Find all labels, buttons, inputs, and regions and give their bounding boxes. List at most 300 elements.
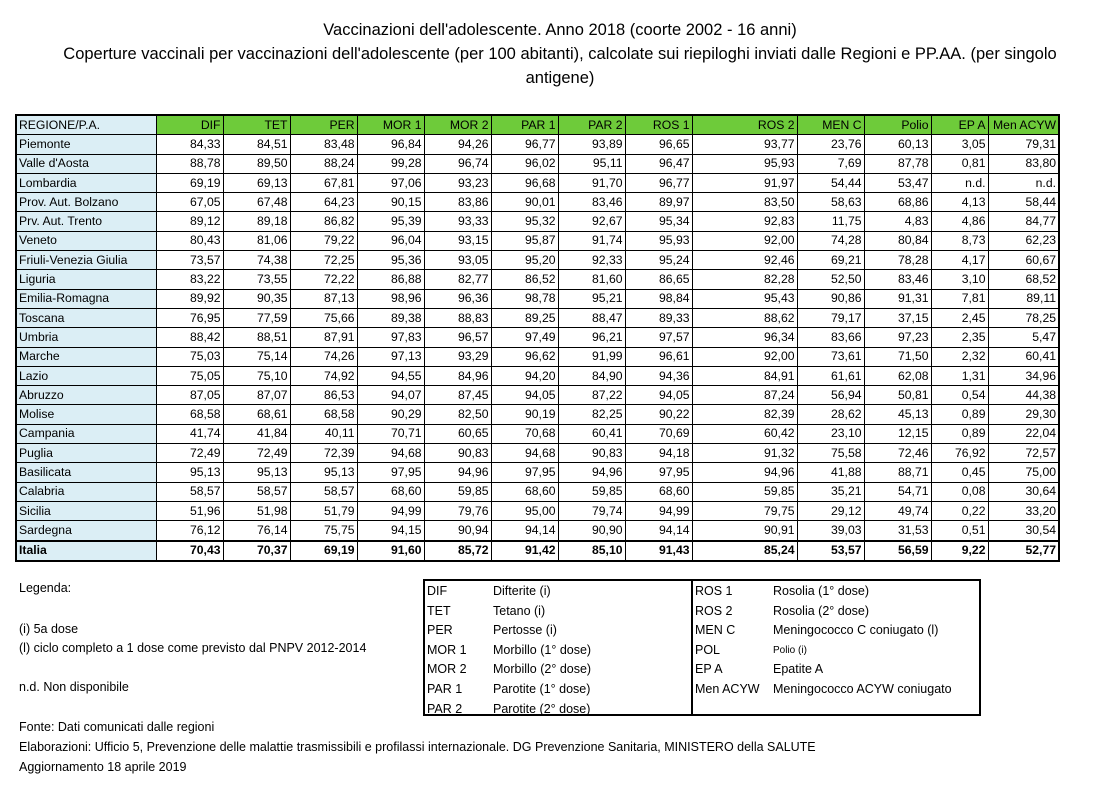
- value-cell: 62,23: [988, 231, 1059, 250]
- value-cell: 54,44: [797, 173, 864, 192]
- value-cell: 96,74: [424, 154, 491, 173]
- value-cell: 68,52: [988, 270, 1059, 289]
- table-row: [16, 289, 1059, 308]
- value-cell: 60,41: [988, 347, 1059, 366]
- column-header-region: REGIONE/P.A.: [16, 115, 156, 135]
- value-cell: 96,84: [357, 135, 424, 154]
- region-cell: Prv. Aut. Trento: [16, 212, 156, 231]
- value-cell: 73,61: [797, 347, 864, 366]
- page-titles: [0, 18, 1120, 90]
- table-row: [16, 251, 1059, 270]
- value-cell: 72,46: [864, 444, 931, 463]
- table-row: [16, 501, 1059, 520]
- value-cell: 4,86: [931, 212, 988, 231]
- column-header: Men ACYW: [988, 115, 1059, 135]
- value-cell: 95,34: [625, 212, 692, 231]
- value-cell: 37,15: [864, 308, 931, 327]
- value-cell: 92,00: [692, 347, 797, 366]
- value-cell: 71,50: [864, 347, 931, 366]
- value-cell: 56,94: [797, 386, 864, 405]
- legend-description: Meningococco C coniugato (l): [773, 623, 939, 638]
- table-total-row: [16, 541, 1059, 561]
- value-cell: 41,88: [797, 463, 864, 482]
- value-cell: 94,96: [558, 463, 625, 482]
- table-row: [16, 135, 1059, 154]
- value-cell: 96,47: [625, 154, 692, 173]
- value-cell: 5,47: [988, 328, 1059, 347]
- value-cell: 95,32: [491, 212, 558, 231]
- value-cell: 56,59: [864, 541, 931, 561]
- value-cell: 96,34: [692, 328, 797, 347]
- table-row: [16, 154, 1059, 173]
- value-cell: 90,90: [558, 521, 625, 541]
- value-cell: 81,60: [558, 270, 625, 289]
- value-cell: 68,60: [357, 482, 424, 501]
- column-header: EP A: [931, 115, 988, 135]
- value-cell: 69,21: [797, 251, 864, 270]
- value-cell: 54,71: [864, 482, 931, 501]
- value-cell: 88,62: [692, 308, 797, 327]
- value-cell: 52,77: [988, 541, 1059, 561]
- region-cell: Veneto: [16, 231, 156, 250]
- region-cell: Toscana: [16, 308, 156, 327]
- column-header: MEN C: [797, 115, 864, 135]
- value-cell: 91,60: [357, 541, 424, 561]
- value-cell: 91,97: [692, 173, 797, 192]
- value-cell: 9,22: [931, 541, 988, 561]
- region-cell: Liguria: [16, 270, 156, 289]
- value-cell: 0,45: [931, 463, 988, 482]
- value-cell: 79,22: [290, 231, 357, 250]
- value-cell: 83,50: [692, 193, 797, 212]
- value-cell: 81,06: [223, 231, 290, 250]
- legend-description: Pertosse (i): [493, 623, 557, 638]
- value-cell: 88,51: [223, 328, 290, 347]
- value-cell: 44,38: [988, 386, 1059, 405]
- value-cell: 59,85: [424, 482, 491, 501]
- value-cell: 0,89: [931, 424, 988, 443]
- value-cell: 3,05: [931, 135, 988, 154]
- value-cell: 0,08: [931, 482, 988, 501]
- legend-description: Epatite A: [773, 662, 824, 677]
- value-cell: 98,96: [357, 289, 424, 308]
- value-cell: 92,67: [558, 212, 625, 231]
- value-cell: 96,57: [424, 328, 491, 347]
- column-header: MOR 1: [357, 115, 424, 135]
- value-cell: 93,29: [424, 347, 491, 366]
- value-cell: 82,50: [424, 405, 491, 424]
- value-cell: 41,84: [223, 424, 290, 443]
- value-cell: 60,42: [692, 424, 797, 443]
- value-cell: 78,28: [864, 251, 931, 270]
- value-cell: 94,05: [625, 386, 692, 405]
- value-cell: 97,83: [357, 328, 424, 347]
- value-cell: 82,39: [692, 405, 797, 424]
- legend-code: POL: [695, 642, 721, 657]
- value-cell: 94,99: [357, 501, 424, 520]
- value-cell: 75,10: [223, 366, 290, 385]
- value-cell: 70,69: [625, 424, 692, 443]
- region-cell: Lazio: [16, 366, 156, 385]
- value-cell: 96,77: [491, 135, 558, 154]
- value-cell: 23,76: [797, 135, 864, 154]
- value-cell: 91,74: [558, 231, 625, 250]
- value-cell: 95,36: [357, 251, 424, 270]
- value-cell: 70,43: [156, 541, 223, 561]
- value-cell: 84,77: [988, 212, 1059, 231]
- value-cell: 93,33: [424, 212, 491, 231]
- legend-description: Meningococco ACYW coniugato: [773, 682, 952, 696]
- value-cell: 94,05: [491, 386, 558, 405]
- value-cell: 89,92: [156, 289, 223, 308]
- value-cell: 97,23: [864, 328, 931, 347]
- value-cell: 95,39: [357, 212, 424, 231]
- value-cell: 94,68: [357, 444, 424, 463]
- column-header: MOR 2: [424, 115, 491, 135]
- value-cell: 84,90: [558, 366, 625, 385]
- value-cell: 94,96: [424, 463, 491, 482]
- value-cell: 82,25: [558, 405, 625, 424]
- value-cell: 85,24: [692, 541, 797, 561]
- value-cell: 95,00: [491, 501, 558, 520]
- value-cell: 94,14: [491, 521, 558, 541]
- value-cell: 98,78: [491, 289, 558, 308]
- value-cell: 91,70: [558, 173, 625, 192]
- value-cell: 89,25: [491, 308, 558, 327]
- value-cell: 98,84: [625, 289, 692, 308]
- value-cell: 0,81: [931, 154, 988, 173]
- value-cell: 93,23: [424, 173, 491, 192]
- table-row: [16, 521, 1059, 541]
- value-cell: 89,11: [988, 289, 1059, 308]
- value-cell: 80,43: [156, 231, 223, 250]
- region-cell: Campania: [16, 424, 156, 443]
- value-cell: 86,65: [625, 270, 692, 289]
- value-cell: 75,75: [290, 521, 357, 541]
- value-cell: 90,19: [491, 405, 558, 424]
- value-cell: 58,57: [290, 482, 357, 501]
- value-cell: 95,13: [156, 463, 223, 482]
- value-cell: 70,71: [357, 424, 424, 443]
- value-cell: 74,92: [290, 366, 357, 385]
- value-cell: 93,15: [424, 231, 491, 250]
- value-cell: 96,21: [558, 328, 625, 347]
- page-subtitle: Coperture vaccinali per vaccinazioni dell'adolescente (per 100 abitanti), calcolate sui riepiloghi inviati dalle Regioni e PP.AA. (per singolo: [63, 45, 1057, 63]
- value-cell: 93,89: [558, 135, 625, 154]
- value-cell: 95,43: [692, 289, 797, 308]
- value-cell: 88,83: [424, 308, 491, 327]
- value-cell: 49,74: [864, 501, 931, 520]
- value-cell: 0,54: [931, 386, 988, 405]
- value-cell: 0,22: [931, 501, 988, 520]
- value-cell: 23,10: [797, 424, 864, 443]
- column-header: DIF: [156, 115, 223, 135]
- value-cell: 95,13: [290, 463, 357, 482]
- value-cell: 12,15: [864, 424, 931, 443]
- value-cell: 75,05: [156, 366, 223, 385]
- value-cell: 61,61: [797, 366, 864, 385]
- value-cell: 94,55: [357, 366, 424, 385]
- value-cell: 87,45: [424, 386, 491, 405]
- legend-description: Morbillo (1° dose): [493, 642, 592, 657]
- page-title: Vaccinazioni dell'adolescente. Anno 2018 (coorte 2002 - 16 anni): [323, 21, 797, 39]
- value-cell: 94,36: [625, 366, 692, 385]
- value-cell: 82,28: [692, 270, 797, 289]
- value-cell: 88,42: [156, 328, 223, 347]
- value-cell: 76,12: [156, 521, 223, 541]
- value-cell: 73,55: [223, 270, 290, 289]
- value-cell: 83,48: [290, 135, 357, 154]
- value-cell: 86,88: [357, 270, 424, 289]
- column-header: PAR 2: [558, 115, 625, 135]
- value-cell: 94,96: [692, 463, 797, 482]
- value-cell: 58,57: [156, 482, 223, 501]
- value-cell: 89,97: [625, 193, 692, 212]
- legend-note-nd: n.d. Non disponibile: [19, 680, 129, 694]
- value-cell: 79,75: [692, 501, 797, 520]
- value-cell: 60,13: [864, 135, 931, 154]
- value-cell: 84,96: [424, 366, 491, 385]
- value-cell: 96,04: [357, 231, 424, 250]
- value-cell: 2,35: [931, 328, 988, 347]
- value-cell: 93,05: [424, 251, 491, 270]
- value-cell: 60,41: [558, 424, 625, 443]
- value-cell: 86,53: [290, 386, 357, 405]
- value-cell: 76,14: [223, 521, 290, 541]
- table-row: [16, 366, 1059, 385]
- value-cell: 72,49: [156, 444, 223, 463]
- value-cell: 91,43: [625, 541, 692, 561]
- value-cell: 64,23: [290, 193, 357, 212]
- value-cell: 0,89: [931, 405, 988, 424]
- value-cell: 97,13: [357, 347, 424, 366]
- value-cell: 91,32: [692, 444, 797, 463]
- region-cell: Emilia-Romagna: [16, 289, 156, 308]
- legend-code: MOR 2: [427, 662, 467, 677]
- table-row: [16, 424, 1059, 443]
- legend-code: TET: [427, 603, 451, 618]
- value-cell: 67,48: [223, 193, 290, 212]
- value-cell: 75,58: [797, 444, 864, 463]
- legend-box: [423, 579, 981, 716]
- table-row: [16, 482, 1059, 501]
- value-cell: 74,26: [290, 347, 357, 366]
- value-cell: 90,01: [491, 193, 558, 212]
- value-cell: 62,08: [864, 366, 931, 385]
- value-cell: 91,99: [558, 347, 625, 366]
- legend-code: PAR 1: [427, 682, 463, 696]
- value-cell: 84,33: [156, 135, 223, 154]
- value-cell: 84,91: [692, 366, 797, 385]
- value-cell: 80,84: [864, 231, 931, 250]
- value-cell: 86,82: [290, 212, 357, 231]
- value-cell: 91,42: [491, 541, 558, 561]
- value-cell: 60,65: [424, 424, 491, 443]
- value-cell: 76,95: [156, 308, 223, 327]
- region-cell: Molise: [16, 405, 156, 424]
- value-cell: 90,22: [625, 405, 692, 424]
- value-cell: 59,85: [558, 482, 625, 501]
- value-cell: 68,86: [864, 193, 931, 212]
- value-cell: 96,02: [491, 154, 558, 173]
- value-cell: 51,79: [290, 501, 357, 520]
- table-row: [16, 231, 1059, 250]
- value-cell: 90,91: [692, 521, 797, 541]
- value-cell: 97,49: [491, 328, 558, 347]
- legend-code: PER: [427, 623, 453, 638]
- value-cell: 85,10: [558, 541, 625, 561]
- value-cell: 72,22: [290, 270, 357, 289]
- value-cell: 89,38: [357, 308, 424, 327]
- region-cell: Sardegna: [16, 521, 156, 541]
- value-cell: 28,62: [797, 405, 864, 424]
- legend-code: Men ACYW: [695, 682, 760, 696]
- value-cell: 78,25: [988, 308, 1059, 327]
- value-cell: 92,00: [692, 231, 797, 250]
- value-cell: 88,71: [864, 463, 931, 482]
- value-cell: 79,76: [424, 501, 491, 520]
- table-row: [16, 270, 1059, 289]
- value-cell: 8,73: [931, 231, 988, 250]
- value-cell: 96,65: [625, 135, 692, 154]
- value-cell: 89,18: [223, 212, 290, 231]
- value-cell: 82,77: [424, 270, 491, 289]
- column-header: ROS 1: [625, 115, 692, 135]
- value-cell: 68,61: [223, 405, 290, 424]
- value-cell: 94,15: [357, 521, 424, 541]
- value-cell: 40,11: [290, 424, 357, 443]
- value-cell: 3,10: [931, 270, 988, 289]
- value-cell: 75,00: [988, 463, 1059, 482]
- legend-description: Rosolia (1° dose): [773, 584, 870, 598]
- value-cell: 94,68: [491, 444, 558, 463]
- value-cell: n.d.: [988, 173, 1059, 192]
- legend-description: Polio (i): [773, 644, 807, 656]
- value-cell: 70,37: [223, 541, 290, 561]
- value-cell: 87,24: [692, 386, 797, 405]
- footer-update: Aggiornamento 18 aprile 2019: [19, 759, 187, 774]
- value-cell: 99,28: [357, 154, 424, 173]
- region-cell: Prov. Aut. Bolzano: [16, 193, 156, 212]
- value-cell: 95,93: [692, 154, 797, 173]
- value-cell: 51,96: [156, 501, 223, 520]
- region-cell: Marche: [16, 347, 156, 366]
- value-cell: 94,18: [625, 444, 692, 463]
- value-cell: 90,15: [357, 193, 424, 212]
- value-cell: 90,35: [223, 289, 290, 308]
- value-cell: 35,21: [797, 482, 864, 501]
- value-cell: 29,12: [797, 501, 864, 520]
- legend-description: Parotite (1° dose): [493, 682, 591, 696]
- legend-description: Rosolia (2° dose): [773, 603, 870, 618]
- value-cell: 92,33: [558, 251, 625, 270]
- value-cell: 90,29: [357, 405, 424, 424]
- value-cell: 2,32: [931, 347, 988, 366]
- value-cell: 87,22: [558, 386, 625, 405]
- value-cell: 95,93: [625, 231, 692, 250]
- value-cell: n.d.: [931, 173, 988, 192]
- region-cell: Italia: [16, 541, 156, 561]
- value-cell: 45,13: [864, 405, 931, 424]
- value-cell: 89,33: [625, 308, 692, 327]
- value-cell: 79,31: [988, 135, 1059, 154]
- value-cell: 77,59: [223, 308, 290, 327]
- value-cell: 30,54: [988, 521, 1059, 541]
- value-cell: 4,83: [864, 212, 931, 231]
- value-cell: 88,78: [156, 154, 223, 173]
- legend-heading: Legenda:: [19, 581, 72, 595]
- value-cell: 72,39: [290, 444, 357, 463]
- region-cell: Lombardia: [16, 173, 156, 192]
- value-cell: 75,14: [223, 347, 290, 366]
- value-cell: 90,83: [424, 444, 491, 463]
- value-cell: 74,28: [797, 231, 864, 250]
- value-cell: 1,31: [931, 366, 988, 385]
- table-row: [16, 463, 1059, 482]
- column-header: Polio: [864, 115, 931, 135]
- legend-divider: [691, 581, 693, 714]
- legend-note-l: (l) ciclo completo a 1 dose come previsto dal PNPV 2012-2014: [19, 641, 367, 655]
- legend-code: MOR 1: [427, 642, 467, 657]
- region-cell: Umbria: [16, 328, 156, 347]
- value-cell: 83,80: [988, 154, 1059, 173]
- value-cell: 72,25: [290, 251, 357, 270]
- page-subtitle-cont: antigene): [525, 69, 595, 87]
- value-cell: 95,13: [223, 463, 290, 482]
- value-cell: 95,24: [625, 251, 692, 270]
- value-cell: 4,13: [931, 193, 988, 212]
- footer-elaboration: Elaborazioni: Ufficio 5, Prevenzione delle malattie trasmissibili e profilassi internazionale. DG Prevenzione Sanitaria, MINISTERO della SALUTE: [19, 739, 816, 754]
- value-cell: 67,05: [156, 193, 223, 212]
- value-cell: 22,04: [988, 424, 1059, 443]
- value-cell: 79,74: [558, 501, 625, 520]
- value-cell: 29,30: [988, 405, 1059, 424]
- value-cell: 86,52: [491, 270, 558, 289]
- table-row: [16, 386, 1059, 405]
- value-cell: 87,78: [864, 154, 931, 173]
- column-header: ROS 2: [692, 115, 797, 135]
- value-cell: 83,66: [797, 328, 864, 347]
- value-cell: 41,74: [156, 424, 223, 443]
- value-cell: 74,38: [223, 251, 290, 270]
- table-header-row: [16, 115, 1059, 135]
- value-cell: 83,86: [424, 193, 491, 212]
- footer-source: Fonte: Dati comunicati dalle regioni: [19, 720, 215, 734]
- value-cell: 92,46: [692, 251, 797, 270]
- legend-description: Morbillo (2° dose): [493, 662, 592, 677]
- legend-code: PAR 2: [427, 701, 463, 716]
- region-cell: Valle d'Aosta: [16, 154, 156, 173]
- table-row: [16, 212, 1059, 231]
- value-cell: 69,19: [290, 541, 357, 561]
- value-cell: 94,20: [491, 366, 558, 385]
- value-cell: 92,83: [692, 212, 797, 231]
- table-row: [16, 347, 1059, 366]
- legend-code: DIF: [427, 584, 448, 598]
- value-cell: 68,58: [290, 405, 357, 424]
- value-cell: 73,57: [156, 251, 223, 270]
- value-cell: 94,07: [357, 386, 424, 405]
- coverage-table: [15, 114, 1060, 562]
- value-cell: 75,03: [156, 347, 223, 366]
- value-cell: 90,94: [424, 521, 491, 541]
- value-cell: 58,57: [223, 482, 290, 501]
- legend-code: EP A: [695, 662, 723, 677]
- value-cell: 97,95: [357, 463, 424, 482]
- legend-code: MEN C: [695, 623, 736, 638]
- value-cell: 87,07: [223, 386, 290, 405]
- legend-code: ROS 2: [695, 603, 733, 618]
